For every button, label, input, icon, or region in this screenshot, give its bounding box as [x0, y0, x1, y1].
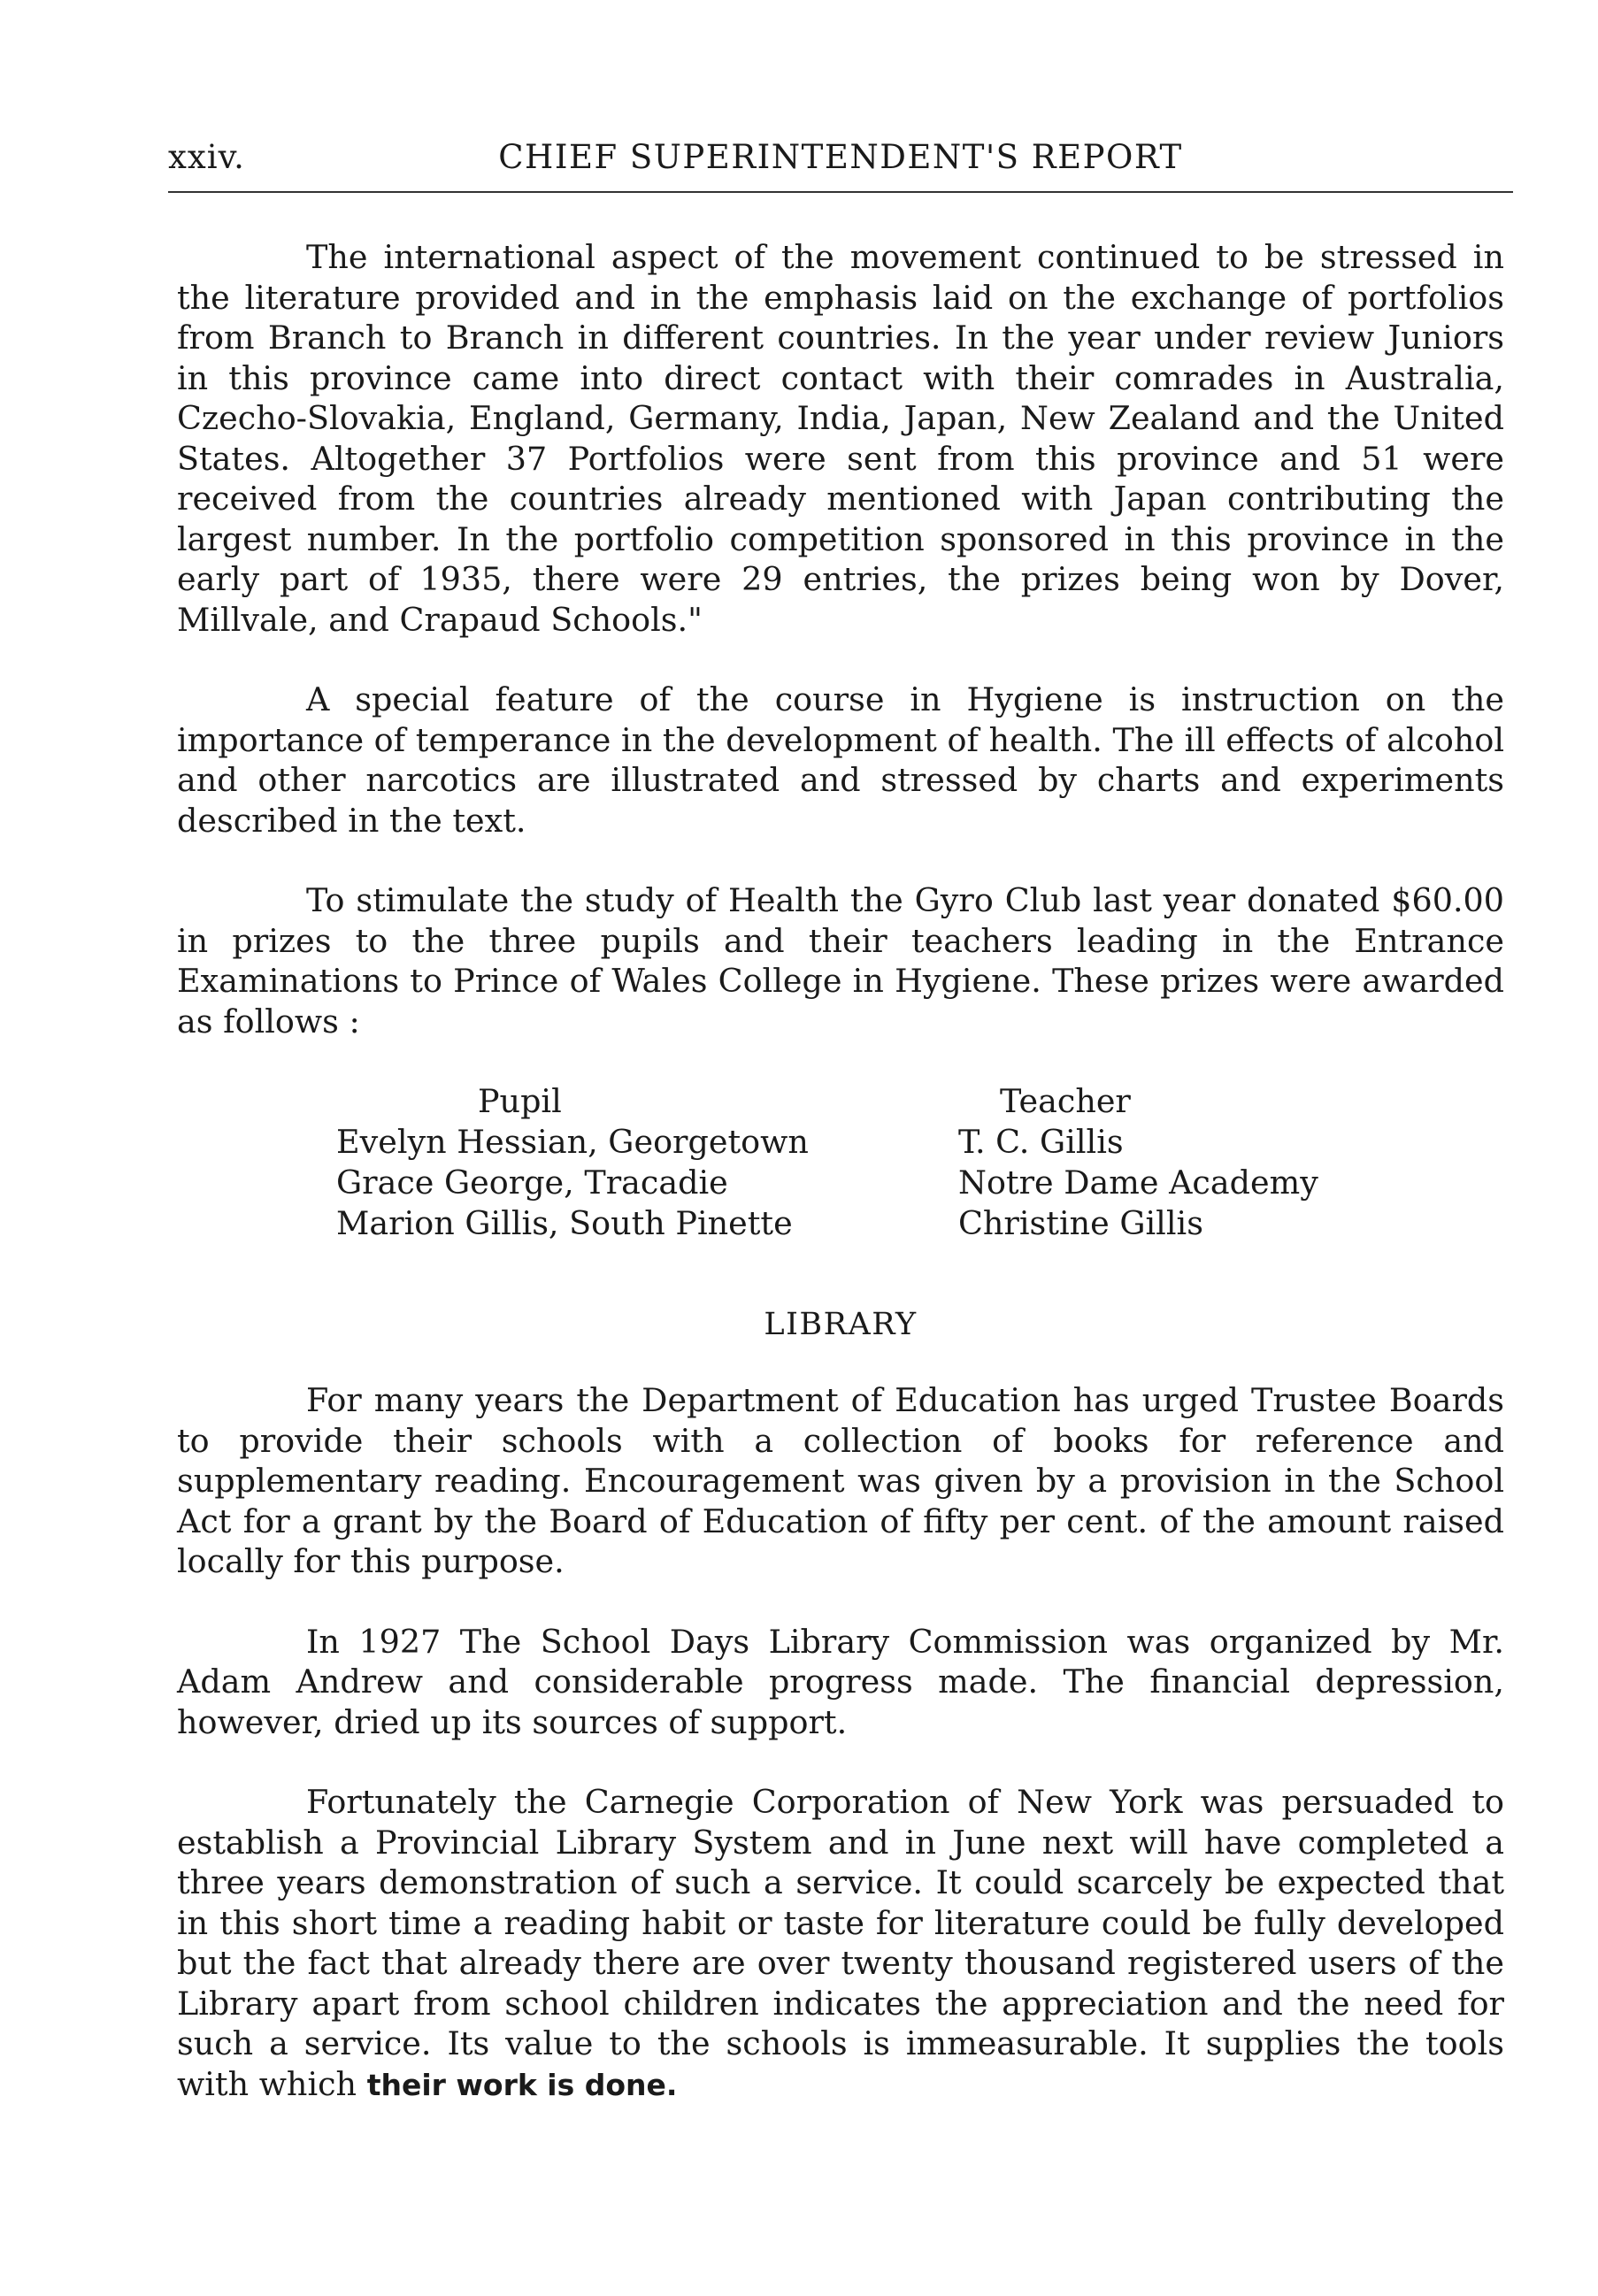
paragraph-carnegie-library-tail: their work is done. — [366, 2067, 678, 2102]
pupil-column-header: Pupil — [478, 1082, 562, 1120]
paragraph-hygiene-feature: A special feature of the course in Hygiene is instruction on the importance of temperance in the development of health. The ill effects of alcohol and other narcotics are illustrated and stressed by charts and experiments described in the text. — [177, 680, 1504, 840]
pupil-column — [336, 1081, 885, 1244]
paragraph-library-history: For many years the Department of Education has urged Trustee Boards to provide their schools with a collection of books for reference and supplementary reading. Encouragement was given by a provision in the School Act for a grant by the Board of Education of fifty per cent. of the amount raised locally for this purpose. — [177, 1381, 1504, 1580]
teacher-cell: T. C. Gillis — [958, 1123, 1124, 1161]
pupil-cell: Marion Gillis, South Pinette — [336, 1204, 793, 1242]
paragraph-gyro-club-prizes: To stimulate the study of Health the Gyro Club last year donated $60.00 in prizes to the three pupils and their teachers leading in the Entrance Examinations to Prince of Wales College in Hygiene. These prizes were awarded as follows : — [177, 881, 1504, 1040]
page-number: xxiv. — [168, 138, 245, 176]
paragraph-international-aspect: The international aspect of the movement continued to be stressed in the literature provided and in the emphasis laid on the exchange of portfolios from Branch to Branch in different countries. In the year under review Juniors in this province came into direct contact with their comrades in Australia, Czecho-Slovakia, England, Germany, India, Japan, New Zealand and the United States. Altogether 37 Portfolios were sent from this province and 51 were received from the countries already mentioned with Japan contributing the largest number. In the portfolio competition sponsored in this province in the early part of 1935, there were 29 entries, the prizes being won by Dover, Millvale, and Crapaud Schools." — [177, 238, 1504, 639]
teacher-cell: Christine Gillis — [958, 1204, 1203, 1242]
paragraph-carnegie-library — [177, 1782, 1504, 2105]
paragraph-library-commission: In 1927 The School Days Library Commission was organized by Mr. Adam Andrew and considerable progress made. The financial depression, however, dried up its sources of support. — [177, 1622, 1504, 1741]
page-body — [177, 237, 1504, 2145]
library-heading: LIBRARY — [764, 1307, 918, 1342]
paragraph-carnegie-library-text: Fortunately the Carnegie Corporation of New York was persuaded to establish a Provincial Library System and in June next will have completed a three years demonstration of such a service. It could scarcely be expected that in this short time a reading habit or taste for literature could be fully developed but the fact that already there are over twenty thousand registered users of the Library apart from school children indicates the appreciation and the need for such a service. Its value to the schools is immeasurable. It supplies the tools with which — [177, 1783, 1504, 2103]
teacher-cell: Notre Dame Academy — [958, 1163, 1318, 1202]
page-header — [168, 133, 1513, 186]
teacher-column — [958, 1081, 1507, 1244]
running-title: CHIEF SUPERINTENDENT'S REPORT — [498, 138, 1183, 176]
teacher-column-header: Teacher — [1000, 1082, 1131, 1120]
pupil-cell: Evelyn Hessian, Georgetown — [336, 1123, 809, 1161]
prize-table — [177, 1081, 1504, 1265]
header-rule — [168, 191, 1513, 193]
pupil-cell: Grace George, Tracadie — [336, 1163, 728, 1202]
